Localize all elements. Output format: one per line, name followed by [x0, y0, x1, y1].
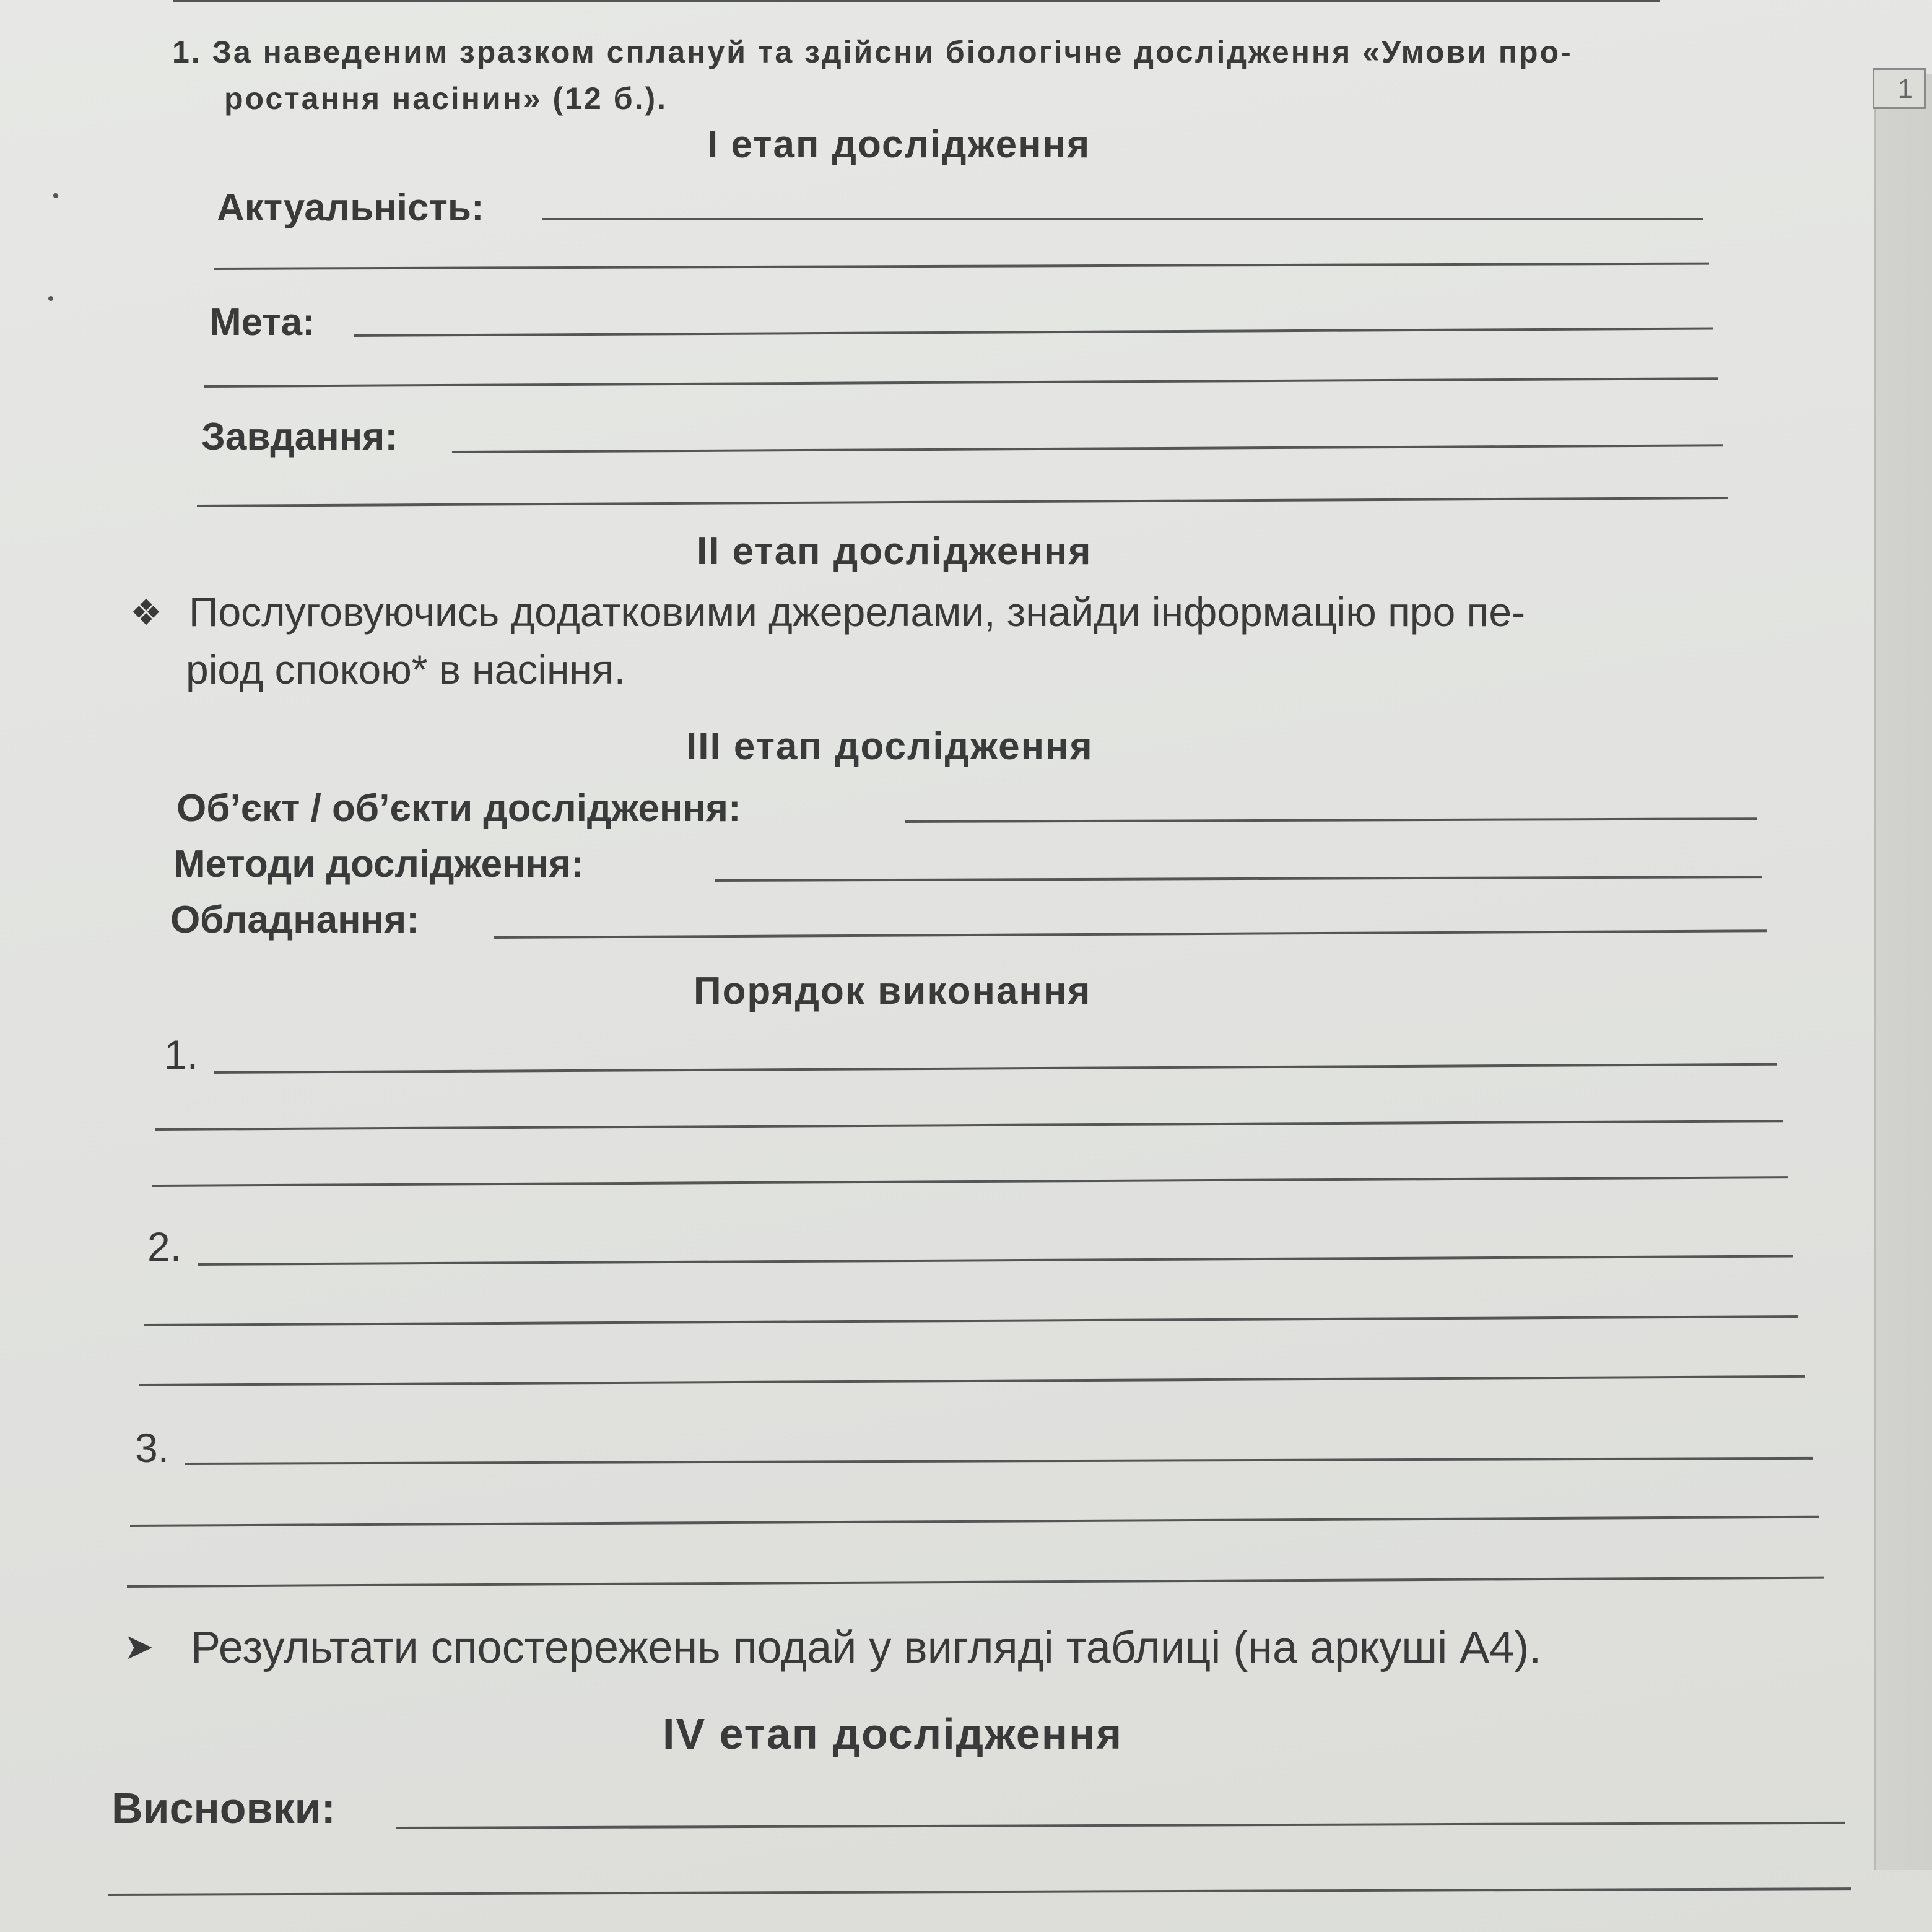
page-tab-label: 1	[1897, 74, 1913, 104]
conclusions-answer-line-2[interactable]	[108, 1887, 1852, 1896]
conclusions-label: Висновки:	[111, 1784, 336, 1832]
methods-label: Методи дослідження:	[173, 843, 584, 886]
arrow-bullet-icon: ➤	[124, 1627, 154, 1667]
step-1-number: 1.	[164, 1032, 199, 1077]
tasks-answer-line-2[interactable]	[197, 497, 1728, 507]
tasks-label: Завдання:	[201, 416, 398, 458]
page-speck	[53, 193, 58, 198]
equipment-label: Обладнання:	[170, 899, 419, 941]
stage-4-heading: IV етап дослідження	[663, 1710, 1123, 1758]
stage-2-text-line-1: Послуговуючись додатковими джерелами, знайди інформацію про пе-	[189, 589, 1526, 635]
stage-1-heading: I етап дослідження	[707, 123, 1091, 166]
goal-answer-line-2[interactable]	[204, 377, 1718, 388]
stage-3-heading: III етап дослідження	[686, 725, 1094, 768]
step-1-line-2[interactable]	[155, 1120, 1783, 1131]
step-2-line-3[interactable]	[139, 1375, 1805, 1386]
object-answer-line[interactable]	[905, 817, 1757, 823]
step-2-number: 2.	[147, 1224, 182, 1269]
methods-answer-line[interactable]	[715, 876, 1762, 882]
relevance-label: Актуальність:	[217, 186, 484, 229]
step-2-line-2[interactable]	[144, 1315, 1798, 1326]
object-label: Об’єкт / об’єкти дослідження:	[176, 787, 741, 830]
step-3-line-1[interactable]	[185, 1457, 1813, 1465]
step-3-number: 3.	[135, 1425, 170, 1471]
page-tab	[1873, 68, 1926, 109]
stage-2-heading: II етап дослідження	[697, 530, 1092, 573]
relevance-answer-line-1[interactable]	[542, 218, 1703, 220]
page-speck	[48, 296, 53, 301]
step-1-line-3[interactable]	[152, 1176, 1788, 1187]
relevance-answer-line-2[interactable]	[214, 263, 1709, 270]
equipment-answer-line[interactable]	[494, 929, 1767, 939]
step-2-line-1[interactable]	[198, 1255, 1793, 1266]
task-line-1: 1. За наведеним зразком сплануй та здійсни біологічне дослідження «Умови про-	[172, 35, 1573, 69]
procedure-heading: Порядок виконання	[694, 970, 1092, 1012]
conclusions-answer-line-1[interactable]	[396, 1822, 1845, 1829]
goal-label: Мета:	[209, 301, 315, 344]
task-line-2: ростання насінин» (12 б.).	[224, 81, 668, 116]
stage-2-text-line-2: ріод спокою* в насіння.	[186, 646, 625, 692]
tasks-answer-line-1[interactable]	[452, 444, 1723, 453]
step-1-line-1[interactable]	[214, 1063, 1777, 1074]
diamond-bullet-icon: ❖	[130, 593, 162, 633]
step-3-line-2[interactable]	[130, 1516, 1819, 1527]
goal-answer-line-1[interactable]	[354, 328, 1713, 337]
results-instruction: Результати спостережень подай у вигляді таблиці (на аркуші А4).	[191, 1623, 1542, 1673]
step-3-line-3[interactable]	[127, 1577, 1824, 1588]
next-page-edge	[1874, 74, 1932, 1870]
top-rule	[173, 0, 1660, 2]
